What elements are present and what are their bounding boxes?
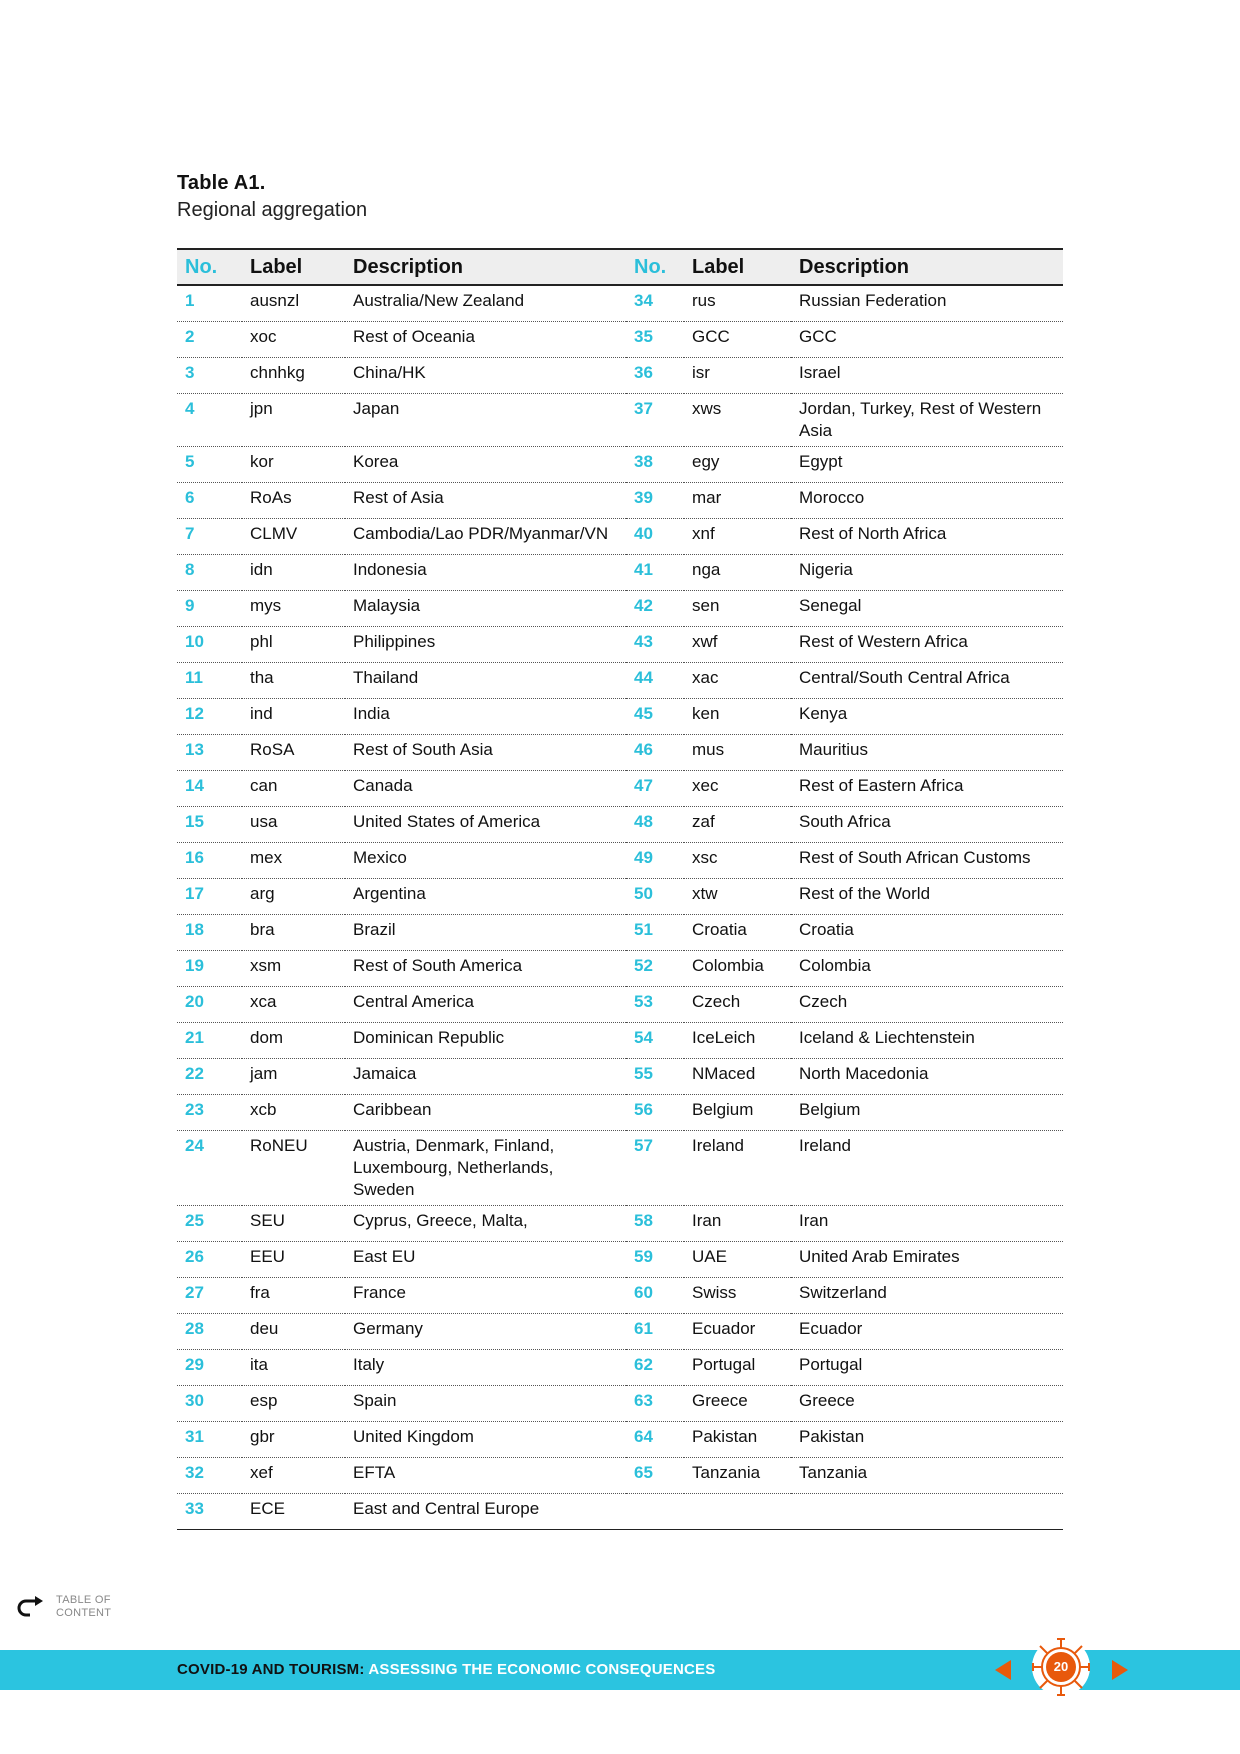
cell-no-left: 33 [177,1494,242,1530]
table-row [177,1422,1063,1458]
cell-no-left: 17 [177,879,242,915]
table-row [177,627,1063,663]
table-row [177,1242,1063,1278]
table-row [177,447,1063,483]
cell-label-left: RoAs [242,483,345,519]
cell-description-right [791,1494,1063,1530]
cell-no-right: 49 [626,843,684,879]
table-title-block [177,172,367,222]
cell-description-left: Spain [345,1386,626,1422]
cell-no-right: 39 [626,483,684,519]
cell-description-right: Rest of the World [791,879,1063,915]
toc-label-line-2: CONTENT [56,1607,112,1619]
cell-no-right: 60 [626,1278,684,1314]
cell-description-left: Germany [345,1314,626,1350]
cell-no-left: 15 [177,807,242,843]
cell-label-right: xtw [684,879,791,915]
cell-label-left: deu [242,1314,345,1350]
table-row [177,1278,1063,1314]
cell-label-left: xca [242,987,345,1023]
table-row [177,735,1063,771]
cell-label-left: RoNEU [242,1131,345,1206]
cell-label-left: arg [242,879,345,915]
cell-no-left: 2 [177,322,242,358]
table-row [177,987,1063,1023]
return-arrow-icon [16,1595,46,1619]
cell-label-left: can [242,771,345,807]
table-row [177,394,1063,447]
cell-label-left: jam [242,1059,345,1095]
cell-description-right: Croatia [791,915,1063,951]
cell-description-left: Cyprus, Greece, Malta, [345,1206,626,1242]
cell-label-left: RoSA [242,735,345,771]
regional-aggregation-table [177,248,1063,1530]
cell-label-left: fra [242,1278,345,1314]
table-row [177,358,1063,394]
cell-no-right: 64 [626,1422,684,1458]
cell-description-left: Rest of South Asia [345,735,626,771]
cell-description-left: Brazil [345,915,626,951]
cell-label-left: CLMV [242,519,345,555]
cell-description-right: Pakistan [791,1422,1063,1458]
cell-label-left: ita [242,1350,345,1386]
table-body [177,285,1063,1530]
cell-description-right: Czech [791,987,1063,1023]
cell-label-right: Croatia [684,915,791,951]
cell-description-left: Canada [345,771,626,807]
cell-label-right: Greece [684,1386,791,1422]
cell-description-right: Ireland [791,1131,1063,1206]
cell-label-right: Czech [684,987,791,1023]
cell-description-right: North Macedonia [791,1059,1063,1095]
cell-no-left: 31 [177,1422,242,1458]
cell-no-right: 52 [626,951,684,987]
cell-description-left: East and Central Europe [345,1494,626,1530]
cell-label-left: bra [242,915,345,951]
cell-no-right: 63 [626,1386,684,1422]
header-label-right: Label [684,249,791,285]
cell-label-right: GCC [684,322,791,358]
table-row [177,771,1063,807]
cell-no-right: 34 [626,285,684,322]
cell-no-left: 10 [177,627,242,663]
table-subtitle: Regional aggregation [177,199,368,221]
cell-label-left: mys [242,591,345,627]
table-row [177,1314,1063,1350]
cell-no-left: 4 [177,394,242,447]
toc-label [56,1594,111,1620]
cell-no-right: 61 [626,1314,684,1350]
cell-label-right: UAE [684,1242,791,1278]
cell-no-right: 54 [626,1023,684,1059]
table-row [177,285,1063,322]
cell-description-right: Colombia [791,951,1063,987]
cell-description-right: Jordan, Turkey, Rest of Western Asia [791,394,1063,447]
cell-no-right: 37 [626,394,684,447]
footer-title [177,1650,715,1690]
cell-no-right: 50 [626,879,684,915]
cell-label-left: xef [242,1458,345,1494]
cell-description-left: Indonesia [345,555,626,591]
cell-label-left: phl [242,627,345,663]
cell-no-left: 6 [177,483,242,519]
cell-description-left: Mexico [345,843,626,879]
cell-label-right [684,1494,791,1530]
cell-description-right: Rest of Western Africa [791,627,1063,663]
table-row [177,951,1063,987]
cell-description-left: China/HK [345,358,626,394]
cell-label-right: xnf [684,519,791,555]
cell-label-left: gbr [242,1422,345,1458]
cell-label-left: ausnzl [242,285,345,322]
cell-label-right: sen [684,591,791,627]
table-row [177,519,1063,555]
cell-no-left: 18 [177,915,242,951]
cell-no-left: 13 [177,735,242,771]
cell-description-left: Central America [345,987,626,1023]
cell-label-left: mex [242,843,345,879]
cell-description-right: Belgium [791,1095,1063,1131]
cell-label-right: ken [684,699,791,735]
cell-label-right: Iran [684,1206,791,1242]
cell-description-right: Tanzania [791,1458,1063,1494]
cell-description-left: Jamaica [345,1059,626,1095]
triangle-right-icon[interactable] [1111,1659,1129,1681]
cell-description-right: United Arab Emirates [791,1242,1063,1278]
cell-label-left: xsm [242,951,345,987]
cell-no-right: 35 [626,322,684,358]
cell-label-left: usa [242,807,345,843]
cell-no-right: 43 [626,627,684,663]
cell-no-right: 41 [626,555,684,591]
footer-title-sub: ASSESSING THE ECONOMIC CONSEQUENCES [368,1661,716,1678]
cell-label-right: Colombia [684,951,791,987]
cell-label-right: rus [684,285,791,322]
cell-no-right: 45 [626,699,684,735]
cell-label-left: EEU [242,1242,345,1278]
table-row [177,1206,1063,1242]
cell-no-right: 36 [626,358,684,394]
table-row [177,555,1063,591]
cell-no-right: 57 [626,1131,684,1206]
table-row [177,483,1063,519]
page-number: 20 [1053,1659,1069,1674]
cell-no-left: 14 [177,771,242,807]
header-label-left: Label [242,249,345,285]
cell-description-left: Korea [345,447,626,483]
cell-description-right: South Africa [791,807,1063,843]
cell-description-left: United Kingdom [345,1422,626,1458]
cell-description-left: Italy [345,1350,626,1386]
cell-no-right: 62 [626,1350,684,1386]
cell-label-right: Belgium [684,1095,791,1131]
cell-no-left: 24 [177,1131,242,1206]
table-row [177,807,1063,843]
cell-description-left: France [345,1278,626,1314]
cell-description-left: Thailand [345,663,626,699]
cell-description-left: EFTA [345,1458,626,1494]
header-no-left: No. [177,249,242,285]
cell-label-right: Tanzania [684,1458,791,1494]
cell-label-right: isr [684,358,791,394]
cell-description-right: GCC [791,322,1063,358]
table-row [177,663,1063,699]
cell-no-left: 11 [177,663,242,699]
table-row [177,879,1063,915]
cell-no-right: 47 [626,771,684,807]
cell-label-right: xec [684,771,791,807]
table-row [177,591,1063,627]
header-description-right: Description [791,249,1063,285]
cell-no-left: 1 [177,285,242,322]
cell-no-left: 7 [177,519,242,555]
table-row [177,915,1063,951]
triangle-left-icon[interactable] [994,1659,1012,1681]
cell-no-left: 12 [177,699,242,735]
table-of-content-link[interactable] [16,1594,111,1620]
cell-no-left: 30 [177,1386,242,1422]
cell-no-right [626,1494,684,1530]
cell-label-right: Ecuador [684,1314,791,1350]
cell-description-right: Greece [791,1386,1063,1422]
table-row [177,1059,1063,1095]
cell-description-right: Nigeria [791,555,1063,591]
cell-label-right: mar [684,483,791,519]
cell-description-right: Iran [791,1206,1063,1242]
cell-no-left: 21 [177,1023,242,1059]
cell-no-left: 20 [177,987,242,1023]
cell-label-left: idn [242,555,345,591]
cell-label-left: dom [242,1023,345,1059]
cell-no-left: 25 [177,1206,242,1242]
cell-no-left: 16 [177,843,242,879]
cell-label-left: kor [242,447,345,483]
table-row [177,1023,1063,1059]
cell-label-right: Pakistan [684,1422,791,1458]
cell-no-left: 8 [177,555,242,591]
cell-no-right: 55 [626,1059,684,1095]
cell-no-right: 51 [626,915,684,951]
cell-no-left: 29 [177,1350,242,1386]
page-number-badge [1030,1636,1092,1698]
cell-no-right: 40 [626,519,684,555]
cell-description-right: Portugal [791,1350,1063,1386]
cell-label-right: xwf [684,627,791,663]
cell-label-left: chnhkg [242,358,345,394]
cell-label-right: Swiss [684,1278,791,1314]
header-no-right: No. [626,249,684,285]
table-row [177,1350,1063,1386]
cell-description-right: Egypt [791,447,1063,483]
cell-no-left: 19 [177,951,242,987]
cell-label-left: xoc [242,322,345,358]
cell-no-left: 22 [177,1059,242,1095]
table-row [177,322,1063,358]
cell-no-left: 28 [177,1314,242,1350]
cell-label-right: nga [684,555,791,591]
cell-no-left: 5 [177,447,242,483]
table-row [177,1131,1063,1206]
cell-label-left: esp [242,1386,345,1422]
cell-description-left: Rest of Oceania [345,322,626,358]
toc-label-line-1: TABLE OF [56,1594,111,1606]
cell-label-right: zaf [684,807,791,843]
cell-no-right: 48 [626,807,684,843]
cell-no-left: 3 [177,358,242,394]
cell-label-right: xsc [684,843,791,879]
table-title: Table A1. [177,172,266,194]
cell-no-right: 53 [626,987,684,1023]
cell-description-right: Kenya [791,699,1063,735]
cell-description-right: Morocco [791,483,1063,519]
cell-label-right: Portugal [684,1350,791,1386]
cell-description-left: Rest of South America [345,951,626,987]
cell-label-right: xac [684,663,791,699]
cell-description-right: Israel [791,358,1063,394]
cell-description-left: India [345,699,626,735]
cell-description-left: Malaysia [345,591,626,627]
cell-label-right: egy [684,447,791,483]
table-header-row [177,249,1063,285]
cell-description-right: Rest of North Africa [791,519,1063,555]
cell-no-right: 58 [626,1206,684,1242]
cell-no-left: 26 [177,1242,242,1278]
cell-description-right: Russian Federation [791,285,1063,322]
cell-no-right: 56 [626,1095,684,1131]
cell-no-right: 65 [626,1458,684,1494]
table-row [177,1095,1063,1131]
cell-description-left: Cambodia/Lao PDR/Myanmar/VN [345,519,626,555]
cell-label-left: ind [242,699,345,735]
cell-description-left: Argentina [345,879,626,915]
cell-no-left: 23 [177,1095,242,1131]
cell-no-right: 46 [626,735,684,771]
cell-description-right: Rest of South African Customs [791,843,1063,879]
cell-description-left: East EU [345,1242,626,1278]
cell-label-left: SEU [242,1206,345,1242]
cell-description-right: Iceland & Liechtenstein [791,1023,1063,1059]
table-row [177,1386,1063,1422]
table-row [177,1458,1063,1494]
cell-description-left: Dominican Republic [345,1023,626,1059]
cell-description-right: Ecuador [791,1314,1063,1350]
cell-label-left: jpn [242,394,345,447]
cell-label-right: Ireland [684,1131,791,1206]
cell-label-right: NMaced [684,1059,791,1095]
cell-label-left: tha [242,663,345,699]
cell-no-right: 44 [626,663,684,699]
footer-title-main: COVID-19 AND TOURISM: [177,1661,365,1678]
cell-no-left: 27 [177,1278,242,1314]
cell-description-left: United States of America [345,807,626,843]
cell-label-right: xws [684,394,791,447]
cell-description-right: Mauritius [791,735,1063,771]
table-row [177,843,1063,879]
cell-no-left: 9 [177,591,242,627]
cell-label-right: mus [684,735,791,771]
cell-description-left: Philippines [345,627,626,663]
header-description-left: Description [345,249,626,285]
cell-description-left: Rest of Asia [345,483,626,519]
cell-description-right: Switzerland [791,1278,1063,1314]
cell-no-right: 38 [626,447,684,483]
cell-description-right: Central/South Central Africa [791,663,1063,699]
cell-no-left: 32 [177,1458,242,1494]
cell-label-left: ECE [242,1494,345,1530]
table-row [177,699,1063,735]
cell-no-right: 59 [626,1242,684,1278]
cell-description-right: Rest of Eastern Africa [791,771,1063,807]
cell-description-left: Austria, Denmark, Finland, Luxembourg, Netherlands, Sweden [345,1131,626,1206]
table-row [177,1494,1063,1530]
cell-description-left: Australia/New Zealand [345,285,626,322]
cell-label-left: xcb [242,1095,345,1131]
cell-label-right: IceLeich [684,1023,791,1059]
cell-description-left: Japan [345,394,626,447]
cell-no-right: 42 [626,591,684,627]
cell-description-left: Caribbean [345,1095,626,1131]
cell-description-right: Senegal [791,591,1063,627]
